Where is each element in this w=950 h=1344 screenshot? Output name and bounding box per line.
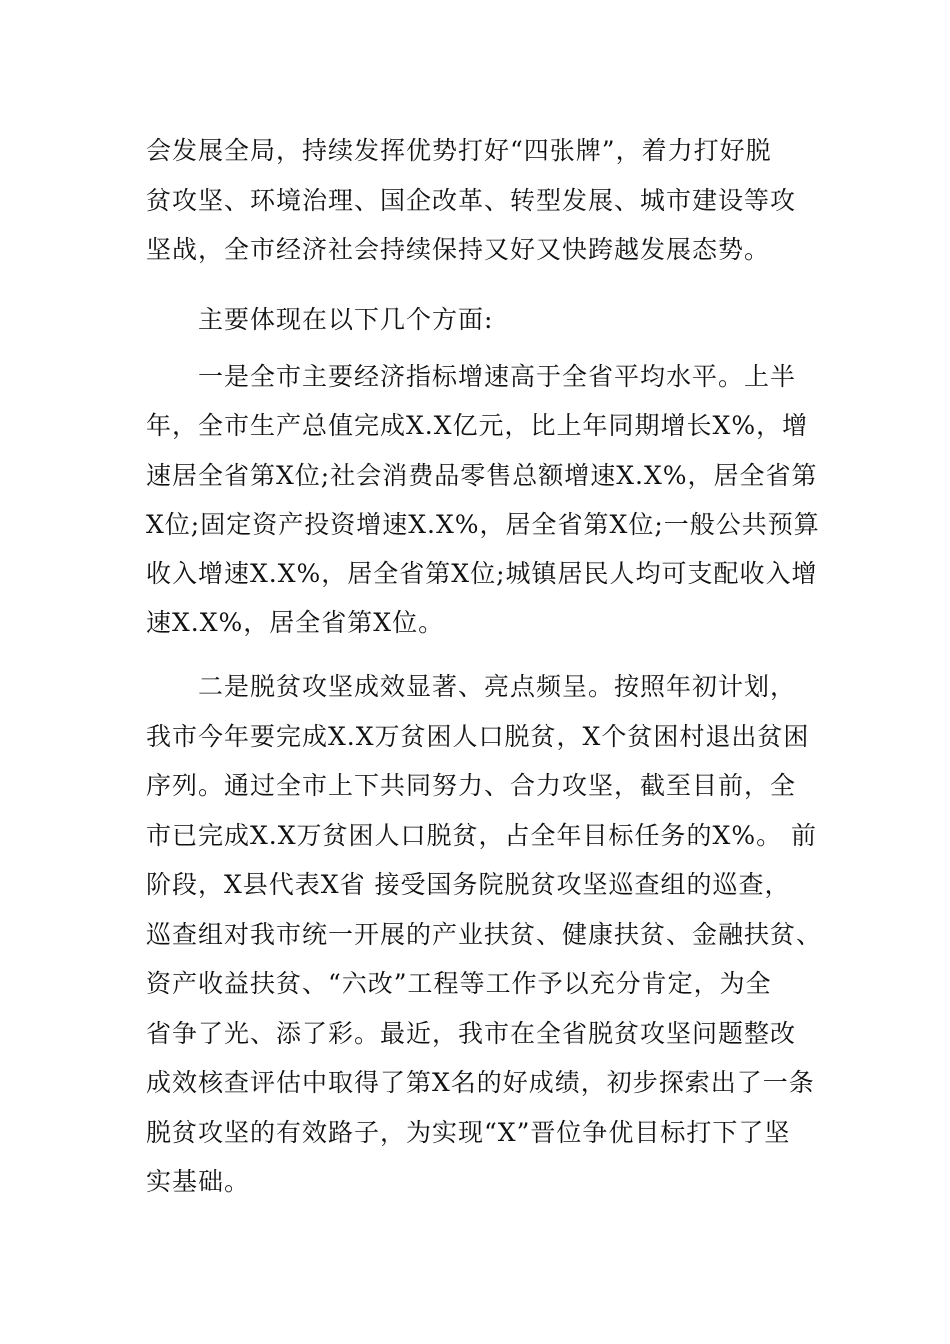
text-line: 速居全省第X位;社会消费品零售总额增速X.X%，居全省第 bbox=[146, 461, 818, 490]
text-line: 脱贫攻坚的有效路子，为实现“X”晋位争优目标打下了坚 bbox=[146, 1118, 791, 1147]
text-line: 阶段，X县代表X省 接受国务院脱贫攻坚巡查组的巡查， bbox=[146, 870, 791, 899]
text-line: X位;固定资产投资增速X.X%，居全省第X位;一般公共预算 bbox=[146, 510, 820, 539]
text-line: 我市今年要完成X.X万贫困人口脱贫，X个贫困村退出贫困 bbox=[146, 722, 810, 751]
text-line: 一是全市主要经济指标增速高于全省平均水平。上半 bbox=[198, 362, 797, 391]
text-line: 会发展全局，持续发挥优势打好“四张牌”，着力打好脱 bbox=[146, 136, 772, 165]
text-line: 省争了光、添了彩。最近，我市在全省脱贫攻坚问题整改 bbox=[146, 1019, 797, 1048]
text-line: 收入增速X.X%，居全省第X位;城镇居民人均可支配收入增 bbox=[146, 559, 818, 588]
text-line: 成效核查评估中取得了第X名的好成绩，初步探索出了一条 bbox=[146, 1068, 815, 1097]
text-line: 巡查组对我市统一开展的产业扶贫、健康扶贫、金融扶贫、 bbox=[146, 920, 823, 949]
paragraph-intro: 主要体现在以下几个方面: bbox=[198, 305, 494, 334]
text-line: 年，全市生产总值完成X.X亿元，比上年同期增长X%，增 bbox=[146, 411, 809, 440]
text-line: 速X.X%，居全省第X位。 bbox=[146, 608, 445, 637]
text-line: 坚战，全市经济社会持续保持又好又快跨越发展态势。 bbox=[146, 235, 771, 264]
text-line: 市已完成X.X万贫困人口脱贫，占全年目标任务的X%。 前 bbox=[146, 821, 818, 850]
text-line: 实基础。 bbox=[146, 1167, 251, 1196]
text-line: 序列。通过全市上下共同努力、合力攻坚，截至目前，全 bbox=[146, 771, 797, 800]
text-line: 资产收益扶贫、“六改”工程等工作予以充分肯定，为全 bbox=[146, 969, 772, 998]
text-line: 二是脱贫攻坚成效显著、亮点频呈。按照年初计划， bbox=[198, 672, 797, 701]
text-line: 贫攻坚、环境治理、国企改革、转型发展、城市建设等攻 bbox=[146, 186, 797, 215]
